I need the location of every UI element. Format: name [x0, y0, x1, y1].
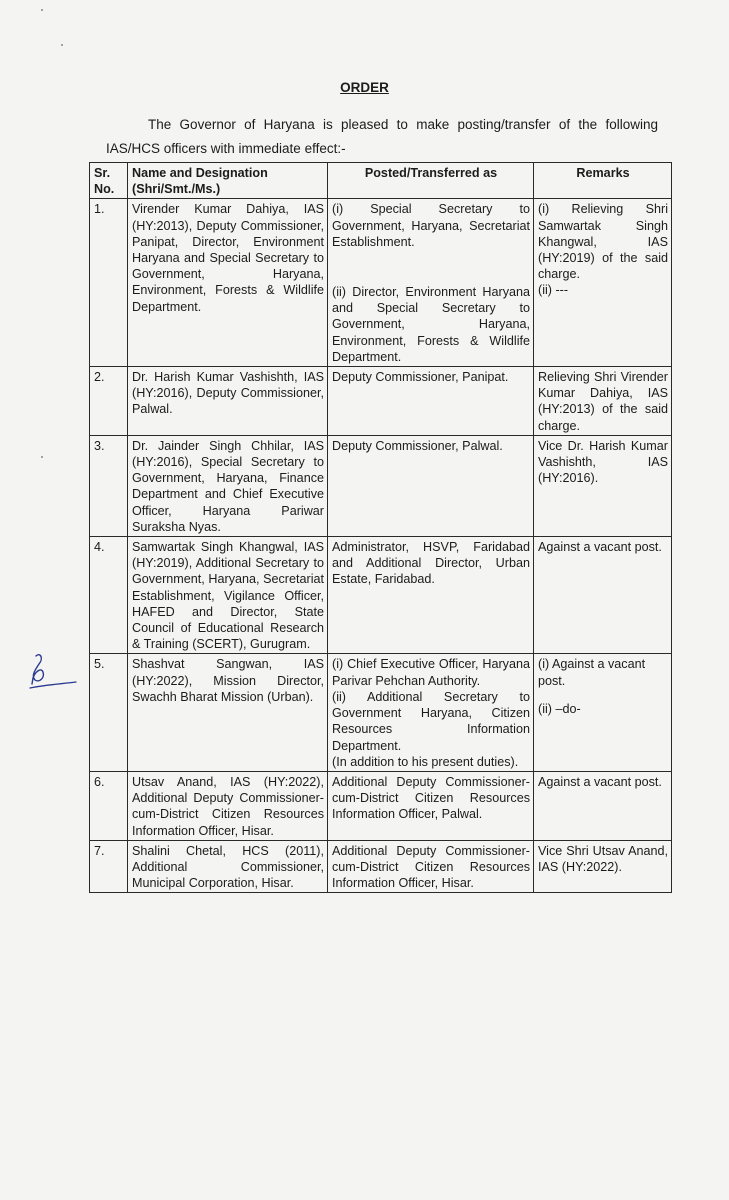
table-row: [90, 654, 672, 771]
posted-item: (i) Special Secretary to Government, Haryana, Secretariat Establishment.: [332, 202, 530, 249]
name-cell: Shashvat Sangwan, IAS (HY:2022), Mission Director, Swachh Bharat Mission (Urban).: [128, 654, 328, 771]
remarks-cell: Relieving Shri Virender Kumar Dahiya, IAS (HY:2013) of the said charge.: [534, 367, 672, 436]
remarks-item: (ii) –do-: [538, 701, 581, 716]
remarks-cell: [534, 654, 672, 771]
header-name-designation: Name and Designation (Shri/Smt./Ms.): [128, 163, 328, 199]
scan-speck: [41, 9, 43, 11]
intro-line-1: The Governor of Haryana is pleased to make posting/transfer of the following: [148, 117, 658, 132]
posted-item: (ii) Additional Secretary to Government Haryana, Citizen Resources Information Department.: [332, 689, 530, 753]
intro-line-2: IAS/HCS officers with immediate effect:-: [106, 141, 346, 156]
remarks-item: (i) Against a vacant post.: [538, 657, 646, 688]
remarks-cell: [534, 199, 672, 367]
sr-cell: 6.: [90, 771, 128, 840]
intro-paragraph: [106, 113, 658, 161]
sr-cell: 2.: [90, 367, 128, 436]
remarks-item: (i) Relieving Shri Samwartak Singh Khangwal, IAS (HY:2019) of the said charge.: [538, 202, 668, 282]
header-posted-as: Posted/Transferred as: [328, 163, 534, 199]
remarks-item: (ii) ---: [538, 283, 569, 298]
remarks-cell: Against a vacant post.: [534, 537, 672, 654]
sr-cell: 1.: [90, 199, 128, 367]
name-cell: Dr. Jainder Singh Chhilar, IAS (HY:2016), Special Secretary to Government, Haryana, Finance Department and Chief Executive Officer, Haryana Pariwar Suraksha Nyas.: [128, 435, 328, 536]
remarks-cell: Against a vacant post.: [534, 771, 672, 840]
name-cell: Samwartak Singh Khangwal, IAS (HY:2019), Additional Secretary to Government, Haryana, Secretariat Establishment, Vigilance Officer, HAFED and Director, State Council of Educational Research & Training (SCERT), Gurugram.: [128, 537, 328, 654]
scan-speck: [41, 456, 43, 458]
posted-note: (In addition to his present duties).: [332, 754, 519, 769]
posted-cell: Additional Deputy Commissioner-cum-District Citizen Resources Information Officer, Palwal.: [328, 771, 534, 840]
header-remarks: Remarks: [534, 163, 672, 199]
handwritten-initial-mark: [26, 650, 81, 695]
table-row: [90, 367, 672, 436]
table-row: [90, 840, 672, 893]
table-header-row: [90, 163, 672, 199]
posting-table: [89, 162, 672, 893]
table-row: [90, 537, 672, 654]
table-row: [90, 771, 672, 840]
sr-cell: 4.: [90, 537, 128, 654]
posted-item: (i) Chief Executive Officer, Haryana Parivar Pehchan Authority.: [332, 657, 530, 688]
table-row: [90, 435, 672, 536]
sr-cell: 5.: [90, 654, 128, 771]
posted-cell: Deputy Commissioner, Panipat.: [328, 367, 534, 436]
header-sr-no: Sr. No.: [90, 163, 128, 199]
posted-cell: Additional Deputy Commissioner-cum-District Citizen Resources Information Officer, Hisar.: [328, 840, 534, 893]
posted-cell: [328, 654, 534, 771]
posted-cell: Administrator, HSVP, Faridabad and Additional Director, Urban Estate, Faridabad.: [328, 537, 534, 654]
name-cell: Shalini Chetal, HCS (2011), Additional Commissioner, Municipal Corporation, Hisar.: [128, 840, 328, 893]
posted-item: (ii) Director, Environment Haryana and Special Secretary to Government, Haryana, Environment, Forests & Wildlife Department.: [332, 285, 530, 364]
document-title: ORDER: [340, 80, 389, 95]
name-cell: Virender Kumar Dahiya, IAS (HY:2013), Deputy Commissioner, Panipat, Director, Environment Haryana and Special Secretary to Government, Haryana, Environment, Forests & Wildlife Department.: [128, 199, 328, 367]
remarks-cell: Vice Dr. Harish Kumar Vashishth, IAS (HY:2016).: [534, 435, 672, 536]
sr-cell: 3.: [90, 435, 128, 536]
remarks-cell: Vice Shri Utsav Anand, IAS (HY:2022).: [534, 840, 672, 893]
posted-cell: Deputy Commissioner, Palwal.: [328, 435, 534, 536]
posted-cell: [328, 199, 534, 367]
table-row: [90, 199, 672, 367]
name-cell: Dr. Harish Kumar Vashishth, IAS (HY:2016), Deputy Commissioner, Palwal.: [128, 367, 328, 436]
name-cell: Utsav Anand, IAS (HY:2022), Additional Deputy Commissioner-cum-District Citizen Resources Information Officer, Hisar.: [128, 771, 328, 840]
sr-cell: 7.: [90, 840, 128, 893]
scan-speck: [61, 44, 63, 46]
